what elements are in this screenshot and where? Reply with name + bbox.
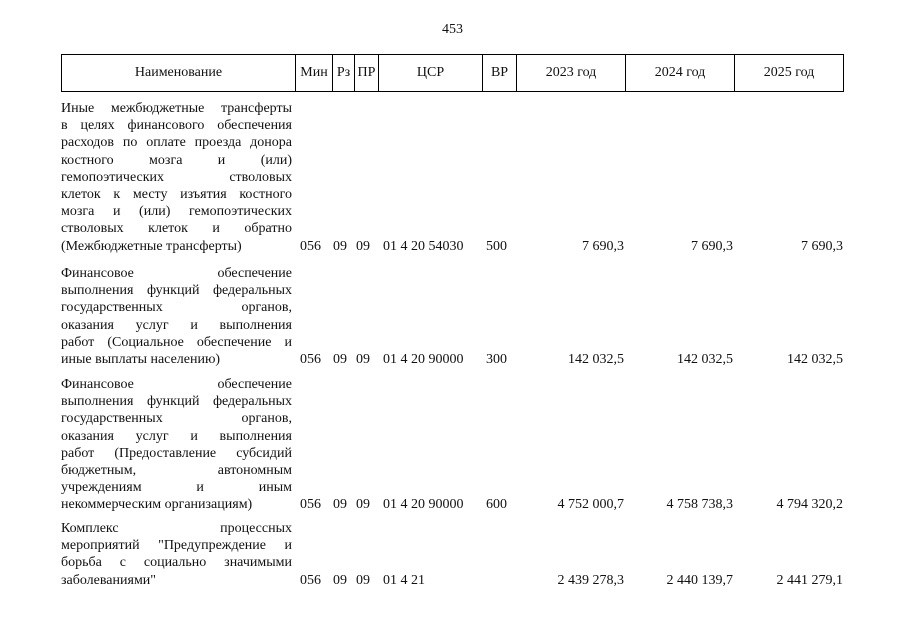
description-line: костного мозга и (или) xyxy=(61,152,292,168)
row-description xyxy=(61,100,292,255)
rz-code: 09 xyxy=(333,238,347,254)
value-2025: 2 441 279,1 xyxy=(776,572,843,588)
vr-code: 500 xyxy=(486,238,507,254)
csr-code: 01 4 20 54030 xyxy=(383,238,464,254)
description-line: Комплекс процессных xyxy=(61,521,292,536)
description-line: клеток к месту изъятия костного xyxy=(61,186,292,202)
description-line: работ (Социальное обеспечение и xyxy=(61,334,292,350)
row-description xyxy=(61,520,292,589)
description-line: гемопоэтических стволовых xyxy=(61,169,292,185)
rz-code: 09 xyxy=(333,572,347,588)
description-line: учреждениям и иным xyxy=(61,480,292,496)
header-pr: ПР xyxy=(355,55,379,92)
description-line: в целях финансового обеспечения xyxy=(61,118,292,134)
description-line: бюджетным, автономным xyxy=(61,462,292,478)
header-min: Мин xyxy=(296,55,333,92)
pr-code: 09 xyxy=(356,572,370,588)
value-2023: 2 439 278,3 xyxy=(557,572,624,588)
description-line: расходов по оплате проезда донора xyxy=(61,135,292,151)
description-line: некоммерческим организациям) xyxy=(61,497,253,513)
description-line: государственных органов, xyxy=(61,300,292,316)
table-header xyxy=(61,54,844,92)
pr-code: 09 xyxy=(356,352,370,367)
value-2025: 142 032,5 xyxy=(787,352,843,367)
header-2024: 2024 год xyxy=(626,55,735,92)
description-line: Иные межбюджетные трансферты xyxy=(61,101,292,116)
description-line: выполнения функций федеральных xyxy=(61,394,292,410)
value-2023: 4 752 000,7 xyxy=(557,497,624,513)
csr-code: 01 4 20 90000 xyxy=(383,352,464,367)
description-line: (Межбюджетные трансферты) xyxy=(61,238,242,254)
header-csr: ЦСР xyxy=(379,55,483,92)
header-rz: Рз xyxy=(333,55,355,92)
header-2025: 2025 год xyxy=(735,55,844,92)
value-2025: 7 690,3 xyxy=(801,238,843,254)
description-line: борьба с социально значимыми xyxy=(61,555,292,571)
min-code: 056 xyxy=(300,497,321,513)
value-2023: 7 690,3 xyxy=(582,238,624,254)
value-2025: 4 794 320,2 xyxy=(776,497,843,513)
pr-code: 09 xyxy=(356,497,370,513)
row-description xyxy=(61,376,292,514)
csr-code: 01 4 21 xyxy=(383,572,425,588)
page-number: 453 xyxy=(442,22,463,37)
description-line: Финансовое обеспечение xyxy=(61,377,292,392)
description-line: государственных органов, xyxy=(61,411,292,427)
value-2024: 2 440 139,7 xyxy=(666,572,733,588)
csr-code: 01 4 20 90000 xyxy=(383,497,464,513)
min-code: 056 xyxy=(300,572,321,588)
row-description xyxy=(61,265,292,368)
value-2024: 142 032,5 xyxy=(677,352,733,367)
pr-code: 09 xyxy=(356,238,370,254)
header-2023: 2023 год xyxy=(517,55,626,92)
vr-code: 600 xyxy=(486,497,507,513)
value-2024: 4 758 738,3 xyxy=(666,497,733,513)
min-code: 056 xyxy=(300,238,321,254)
value-2024: 7 690,3 xyxy=(691,238,733,254)
description-line: стволовых клеток и обратно xyxy=(61,221,292,237)
header-vr: ВР xyxy=(483,55,517,92)
description-line: оказания услуг и выполнения xyxy=(61,428,292,444)
description-line: мозга и (или) гемопоэтических xyxy=(61,204,292,220)
description-line: Финансовое обеспечение xyxy=(61,266,292,281)
description-line: иные выплаты населению) xyxy=(61,351,221,367)
description-line: заболеваниями" xyxy=(61,572,157,588)
rz-code: 09 xyxy=(333,497,347,513)
description-line: мероприятий "Предупреждение и xyxy=(61,538,292,554)
description-line: работ (Предоставление субсидий xyxy=(61,445,292,461)
vr-code: 300 xyxy=(486,352,507,367)
header-name: Наименование xyxy=(62,55,296,92)
description-line: оказания услуг и выполнения xyxy=(61,317,292,333)
min-code: 056 xyxy=(300,352,321,367)
description-line: выполнения функций федеральных xyxy=(61,283,292,299)
value-2023: 142 032,5 xyxy=(568,352,624,367)
rz-code: 09 xyxy=(333,352,347,367)
